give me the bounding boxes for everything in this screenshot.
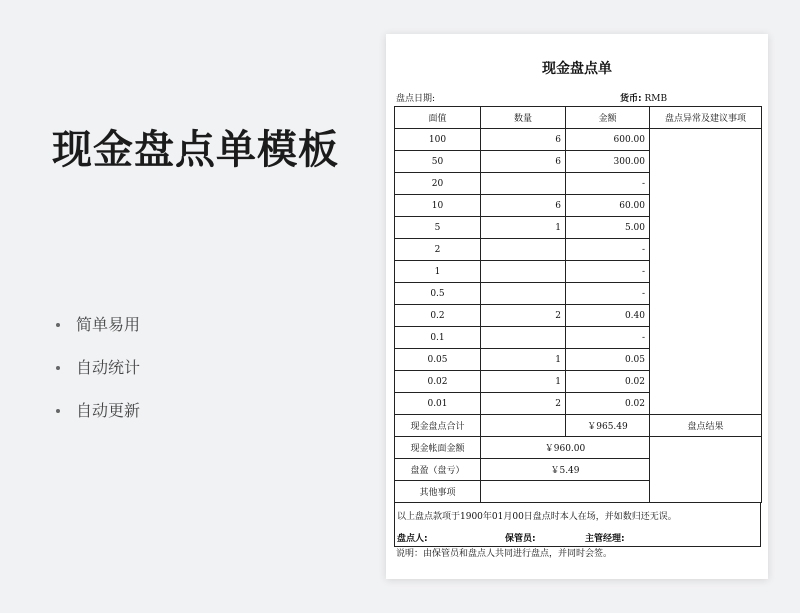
denomination-cell: 0.05 [395, 349, 481, 371]
currency-info [620, 91, 667, 104]
feature-label: 自动统计 [76, 358, 141, 377]
denomination-cell: 2 [395, 239, 481, 261]
quantity-cell: 1 [481, 371, 566, 393]
signature-box [394, 503, 761, 547]
denomination-cell: 0.01 [395, 393, 481, 415]
quantity-cell: 6 [481, 151, 566, 173]
amount-cell: 5.00 [566, 217, 650, 239]
cash-count-sheet [386, 34, 768, 579]
cash-table [394, 106, 762, 503]
result-cell [650, 437, 762, 503]
total-label: 现金盘点合计 [395, 415, 481, 437]
result-label: 盘点结果 [650, 415, 762, 437]
total-row [395, 415, 762, 437]
amount-cell: - [566, 327, 650, 349]
denomination-cell: 0.02 [395, 371, 481, 393]
denomination-cell: 5 [395, 217, 481, 239]
table-header-row [395, 107, 762, 129]
signer-manager-label: 主管经理: [585, 534, 625, 544]
currency-value: RMB [644, 94, 668, 104]
feature-item [54, 400, 140, 443]
table-row [395, 129, 762, 151]
remark-text: 说明：由保管员和盘点人共同进行盘点，并同时会签。 [396, 549, 613, 559]
total-quantity-cell [481, 415, 566, 437]
header-amount: 金额 [566, 107, 650, 129]
quantity-cell [481, 173, 566, 195]
denomination-cell: 1 [395, 261, 481, 283]
other-value [481, 481, 650, 503]
amount-cell: - [566, 261, 650, 283]
bullet-icon [56, 366, 60, 370]
sheet-title: 现金盘点单 [542, 61, 612, 77]
feature-list [54, 314, 140, 443]
feature-item [54, 357, 140, 400]
denomination-cell: 100 [395, 129, 481, 151]
other-label: 其他事项 [395, 481, 481, 503]
book-label: 现金帐面金额 [395, 437, 481, 459]
denomination-cell: 0.5 [395, 283, 481, 305]
feature-label: 简单易用 [76, 315, 141, 334]
amount-cell: 300.00 [566, 151, 650, 173]
diff-label: 盘盈（盘亏） [395, 459, 481, 481]
quantity-cell: 6 [481, 129, 566, 151]
header-notes: 盘点异常及建议事项 [650, 107, 762, 129]
amount-cell: 0.40 [566, 305, 650, 327]
book-value: ￥960.00 [481, 437, 650, 459]
quantity-cell [481, 261, 566, 283]
quantity-cell [481, 283, 566, 305]
header-denomination: 面值 [395, 107, 481, 129]
page-title: 现金盘点单模板 [52, 127, 339, 173]
quantity-cell: 2 [481, 305, 566, 327]
quantity-cell [481, 327, 566, 349]
book-row [395, 437, 762, 459]
bullet-icon [56, 409, 60, 413]
header-quantity: 数量 [481, 107, 566, 129]
signer-keeper-label: 保管员: [505, 534, 536, 544]
feature-label: 自动更新 [76, 401, 141, 420]
quantity-cell: 1 [481, 217, 566, 239]
statement-text: 以上盘点款项于1900年01月00日盘点时本人在场，并如数归还无误。 [397, 512, 677, 522]
cash-table-wrapper [394, 106, 761, 547]
quantity-cell: 2 [481, 393, 566, 415]
amount-cell: - [566, 173, 650, 195]
diff-value: ￥5.49 [481, 459, 650, 481]
amount-cell: - [566, 239, 650, 261]
amount-cell: 60.00 [566, 195, 650, 217]
amount-cell: 600.00 [566, 129, 650, 151]
amount-cell: 0.02 [566, 393, 650, 415]
amount-cell: - [566, 283, 650, 305]
currency-label: 货币: [620, 94, 642, 104]
denomination-cell: 0.1 [395, 327, 481, 349]
count-date-label: 盘点日期: [396, 94, 436, 104]
amount-cell: 0.02 [566, 371, 650, 393]
amount-cell: 0.05 [566, 349, 650, 371]
signer-counter-label: 盘点人: [397, 534, 428, 544]
total-value: ￥965.49 [566, 415, 650, 437]
notes-cell [650, 129, 762, 415]
quantity-cell: 6 [481, 195, 566, 217]
bullet-icon [56, 323, 60, 327]
feature-item [54, 314, 140, 357]
quantity-cell: 1 [481, 349, 566, 371]
denomination-cell: 0.2 [395, 305, 481, 327]
denomination-cell: 50 [395, 151, 481, 173]
quantity-cell [481, 239, 566, 261]
denomination-cell: 20 [395, 173, 481, 195]
denomination-cell: 10 [395, 195, 481, 217]
